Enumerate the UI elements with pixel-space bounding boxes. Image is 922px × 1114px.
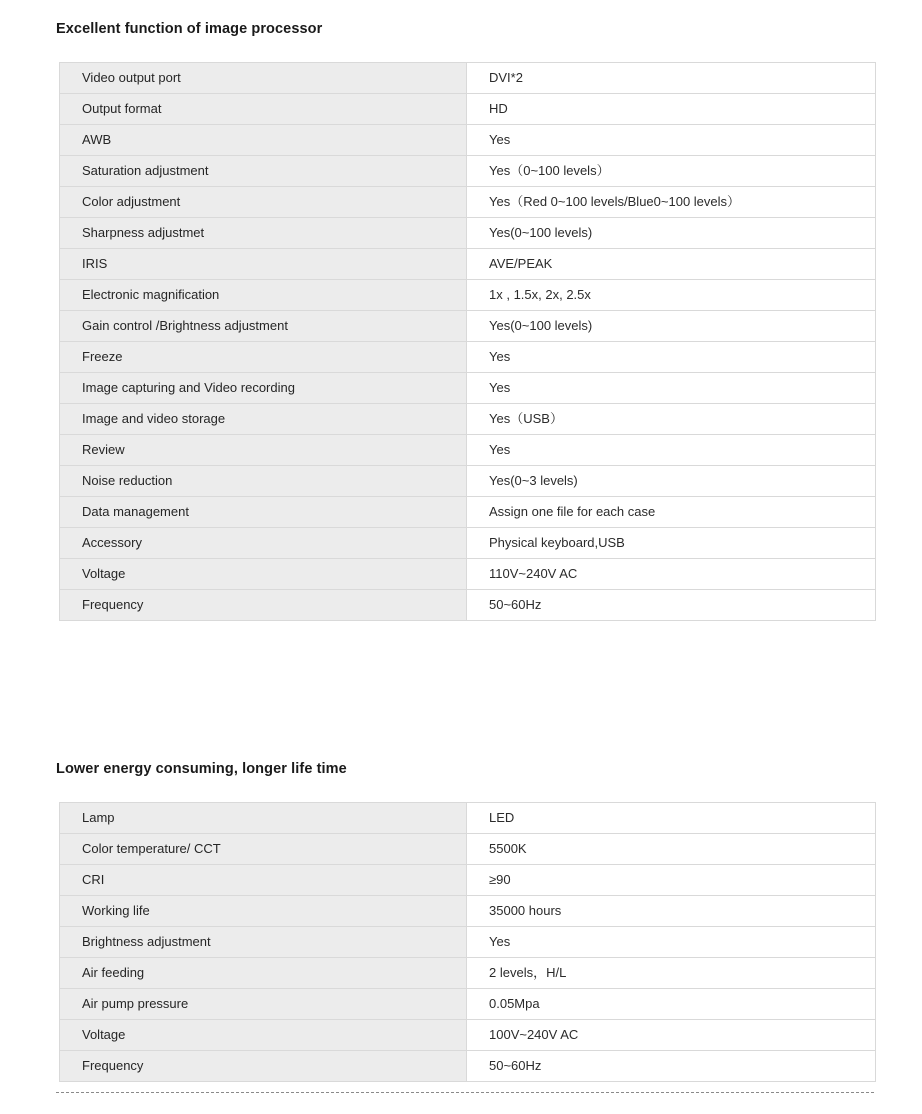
spec-label-cell: Image and video storage <box>60 404 467 435</box>
spec-label-cell: Voltage <box>60 1020 467 1051</box>
table-row <box>60 435 876 466</box>
section-title-image-processor: Excellent function of image processor <box>56 21 323 37</box>
table-row <box>60 311 876 342</box>
spec-label-cell: Lamp <box>60 803 467 834</box>
table-row <box>60 63 876 94</box>
spec-label-cell: Gain control /Brightness adjustment <box>60 311 467 342</box>
table-row <box>60 927 876 958</box>
spec-value-cell: Yes（0~100 levels） <box>467 156 876 187</box>
spec-value-cell: Assign one file for each case <box>467 497 876 528</box>
table-row <box>60 989 876 1020</box>
spec-value-cell: Yes <box>467 125 876 156</box>
spec-label-cell: Color adjustment <box>60 187 467 218</box>
table-row <box>60 834 876 865</box>
table-row <box>60 528 876 559</box>
table-row <box>60 342 876 373</box>
table-row <box>60 896 876 927</box>
spec-value-cell: HD <box>467 94 876 125</box>
spec-label-cell: Image capturing and Video recording <box>60 373 467 404</box>
table-row <box>60 249 876 280</box>
spec-label-cell: Electronic magnification <box>60 280 467 311</box>
spec-value-cell: Yes（Red 0~100 levels/Blue0~100 levels） <box>467 187 876 218</box>
spec-value-cell: Yes(0~100 levels) <box>467 311 876 342</box>
spec-value-cell: 35000 hours <box>467 896 876 927</box>
dashed-divider <box>56 1092 874 1093</box>
spec-value-cell: AVE/PEAK <box>467 249 876 280</box>
spec-label-cell: Freeze <box>60 342 467 373</box>
table-row <box>60 156 876 187</box>
spec-label-cell: Frequency <box>60 590 467 621</box>
spec-value-cell: DVI*2 <box>467 63 876 94</box>
spec-label-cell: Working life <box>60 896 467 927</box>
spec-label-cell: Saturation adjustment <box>60 156 467 187</box>
spec-value-cell: 0.05Mpa <box>467 989 876 1020</box>
spec-label-cell: Noise reduction <box>60 466 467 497</box>
spec-value-cell: Yes（USB） <box>467 404 876 435</box>
spec-label-cell: Frequency <box>60 1051 467 1082</box>
table-body-image-processor <box>60 63 876 621</box>
table-row <box>60 559 876 590</box>
table-row <box>60 1020 876 1051</box>
spec-label-cell: IRIS <box>60 249 467 280</box>
spec-value-cell: ≥90 <box>467 865 876 896</box>
spec-value-cell: 1x , 1.5x, 2x, 2.5x <box>467 280 876 311</box>
table-row <box>60 280 876 311</box>
spec-value-cell: Physical keyboard,USB <box>467 528 876 559</box>
spec-label-cell: Sharpness adjustmet <box>60 218 467 249</box>
table-row <box>60 125 876 156</box>
section-title-energy: Lower energy consuming, longer life time <box>56 761 347 777</box>
spec-label-cell: Air feeding <box>60 958 467 989</box>
spec-label-cell: CRI <box>60 865 467 896</box>
spec-value-cell: 50~60Hz <box>467 590 876 621</box>
spec-value-cell: Yes <box>467 435 876 466</box>
table-row <box>60 404 876 435</box>
table-row <box>60 466 876 497</box>
spec-value-cell: LED <box>467 803 876 834</box>
table-row <box>60 803 876 834</box>
table-row <box>60 187 876 218</box>
spec-value-cell: Yes <box>467 373 876 404</box>
spec-label-cell: Data management <box>60 497 467 528</box>
spec-value-cell: Yes(0~3 levels) <box>467 466 876 497</box>
spec-label-cell: Output format <box>60 94 467 125</box>
spec-value-cell: 100V~240V AC <box>467 1020 876 1051</box>
spec-label-cell: AWB <box>60 125 467 156</box>
spec-table-image-processor <box>59 62 876 621</box>
spec-label-cell: Voltage <box>60 559 467 590</box>
spec-value-cell: 50~60Hz <box>467 1051 876 1082</box>
spec-value-cell: 2 levels，H/L <box>467 958 876 989</box>
spec-label-cell: Brightness adjustment <box>60 927 467 958</box>
table-row <box>60 94 876 125</box>
spec-value-cell: Yes(0~100 levels) <box>467 218 876 249</box>
spec-value-cell: 110V~240V AC <box>467 559 876 590</box>
table-row <box>60 373 876 404</box>
spec-value-cell: Yes <box>467 927 876 958</box>
table-row <box>60 958 876 989</box>
table-row <box>60 865 876 896</box>
table-row <box>60 1051 876 1082</box>
spec-label-cell: Air pump pressure <box>60 989 467 1020</box>
table-row <box>60 218 876 249</box>
spec-value-cell: Yes <box>467 342 876 373</box>
spec-label-cell: Accessory <box>60 528 467 559</box>
table-row <box>60 590 876 621</box>
spec-label-cell: Review <box>60 435 467 466</box>
spec-label-cell: Color temperature/ CCT <box>60 834 467 865</box>
table-row <box>60 497 876 528</box>
spec-value-cell: 5500K <box>467 834 876 865</box>
spec-table-energy <box>59 802 876 1082</box>
spec-label-cell: Video output port <box>60 63 467 94</box>
table-body-energy <box>60 803 876 1082</box>
